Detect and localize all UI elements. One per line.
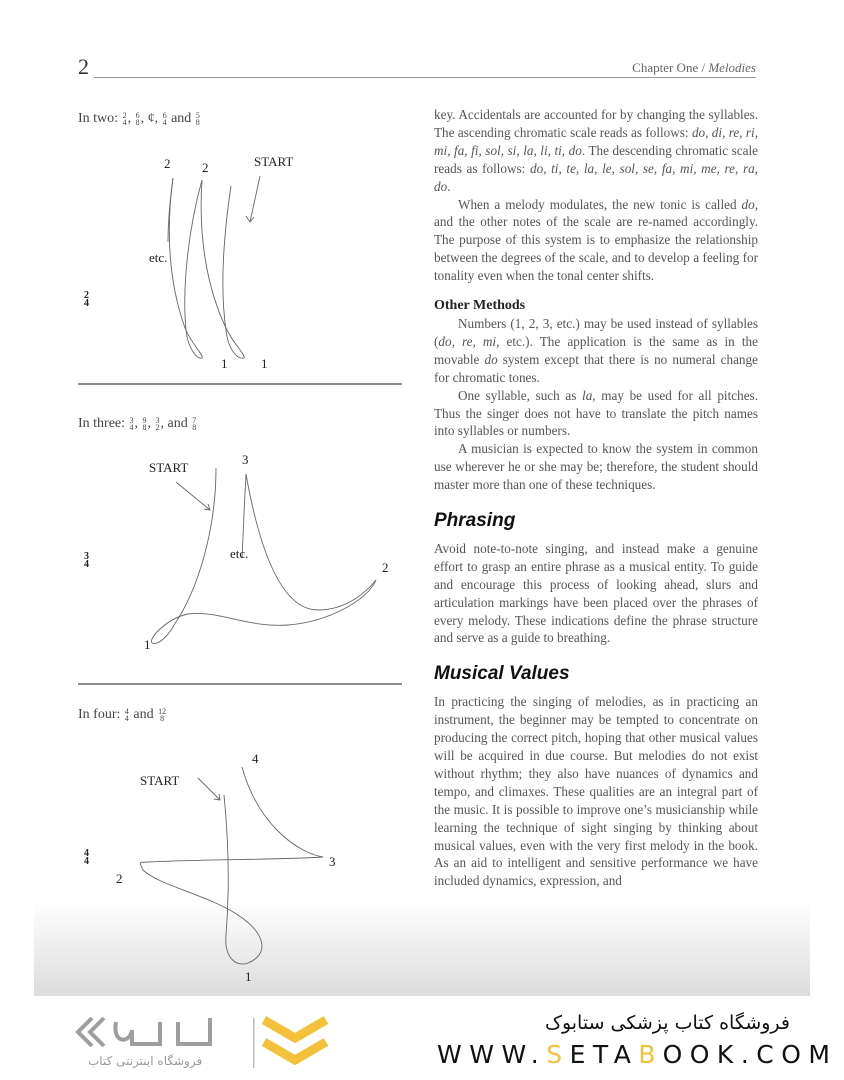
beat-label: 2	[164, 156, 171, 171]
store-name: فروشگاه کتاب پزشکی ستابوک	[544, 1012, 790, 1034]
phrasing-heading: Phrasing	[434, 510, 516, 532]
beat-label: 1	[144, 637, 151, 652]
time-signature-3-4: 3 4	[84, 551, 89, 570]
diagram-caption-four: In four: 4 4 and 12 8	[78, 706, 167, 723]
paragraph: Numbers (1, 2, 3, etc.) may be used instead of syllables (do, re, mi, etc.). The application is the same as in the movable do system except that there is no numeral change for chromatic tones.	[434, 315, 758, 385]
conducting-pattern-three	[78, 450, 402, 660]
paragraph: key. Accidentals are accounted for by changing the syllables. The ascending chromatic scale reads as follows: do, di, re, ri, mi, fa, fi, sol, si, la, li, ti, do. The descending chromatic scale reads as follows: do, ti, te, la, le, sol, se, fa, mi, me, re, ra, do.	[434, 107, 759, 194]
beat-label: 3	[242, 452, 249, 467]
meter: 6 4	[162, 110, 167, 127]
time-signature-4-4: 4 4	[84, 848, 89, 867]
beat-label: 1	[261, 356, 268, 371]
cut-time-symbol: ¢	[147, 111, 155, 126]
conducting-pattern-four	[78, 745, 402, 990]
paragraph: A musician is expected to know the system in common use wherever he or she may be; therefore, the student should master more than one of these techniques.	[434, 441, 758, 493]
etc-label: etc.	[149, 250, 168, 265]
beat-label: 1	[245, 969, 252, 984]
running-head: Chapter One / Melodies	[632, 60, 756, 75]
section-title: Melodies	[708, 60, 756, 75]
meter: 6 8	[135, 110, 140, 127]
musical-values-heading: Musical Values	[434, 663, 570, 685]
meter: 3 4	[129, 415, 134, 432]
section-divider	[78, 683, 402, 685]
paragraph: One syllable, such as la, may be used for all pitches. Thus the singer does not have to translate the pitch names into syllables or numbers.	[434, 387, 758, 439]
beat-label: 2	[382, 560, 389, 575]
meter: 7 8	[192, 415, 197, 432]
beat-label: 3	[329, 854, 336, 869]
diagram-caption-three: In three: 3 4 , 9 8 , 3 2 , and 7 8	[78, 415, 197, 432]
paragraph: When a melody modulates, the new tonic is called do, and the other notes of the scale are re-named accordingly. The purpose of this system is to emphasize the relationship between the degrees of the scale, and to develop a feeling for tonality even when the tonal center shifts.	[434, 196, 758, 284]
paragraph: In practicing the singing of melodies, as in practicing an instrument, the beginner may be tempted to concentrate on producing the correct pitch, hoping that other musical values will be acquired in due course. But melodies do not exist without rhythm; they also have nuances of dynamics and tempo, and climaxes. These qualities are an integral part of the music. It is possible to improve one’s musicianship while learning the technique of sight singing by thinking about musical values, even with the very first melody in the book. As an aid to intelligent and sensitive performance we have included dynamics, expression, and	[434, 694, 758, 889]
beat-label: 2	[202, 160, 209, 175]
meter: 9 8	[142, 415, 147, 432]
store-url[interactable]: WWW.SETABOOK.COM	[437, 1040, 838, 1069]
meter: 2 4	[122, 110, 127, 127]
page-number: 2	[78, 54, 89, 79]
meter: 4 4	[124, 706, 129, 723]
time-signature-2-4: 2 4	[84, 290, 89, 309]
paragraph: Avoid note-to-note singing, and instead make a genuine effort to grasp an entire phrase as a musical entity. To guide and encourage this process of looking ahead, slurs and articulation markings have been placed over the phrases of every melody. These indications define the phrase structure and serve as a guide to breathing.	[434, 540, 758, 646]
other-methods-heading: Other Methods	[434, 298, 526, 314]
diagram-caption-two: In two: 2 4 , 6 8 , ¢, 6 4 and 5 8	[78, 110, 200, 127]
section-divider	[78, 383, 402, 385]
beat-label: 4	[252, 751, 259, 766]
meter: 12 8	[158, 706, 167, 723]
logo-subtitle: فروشگاه اینترنتی کتاب	[88, 1054, 203, 1068]
start-label: START	[140, 773, 180, 788]
beat-label: 1	[221, 356, 228, 371]
start-label: START	[254, 154, 294, 169]
chapter-title: Chapter One	[632, 60, 699, 75]
beat-label: 2	[116, 871, 123, 886]
etc-label: etc.	[230, 546, 249, 561]
start-label: START	[149, 460, 189, 475]
meter: 3 2	[155, 415, 160, 432]
body-text-column	[434, 106, 758, 890]
conducting-pattern-two	[78, 150, 402, 375]
meter: 5 8	[195, 110, 200, 127]
header-rule	[94, 77, 756, 78]
